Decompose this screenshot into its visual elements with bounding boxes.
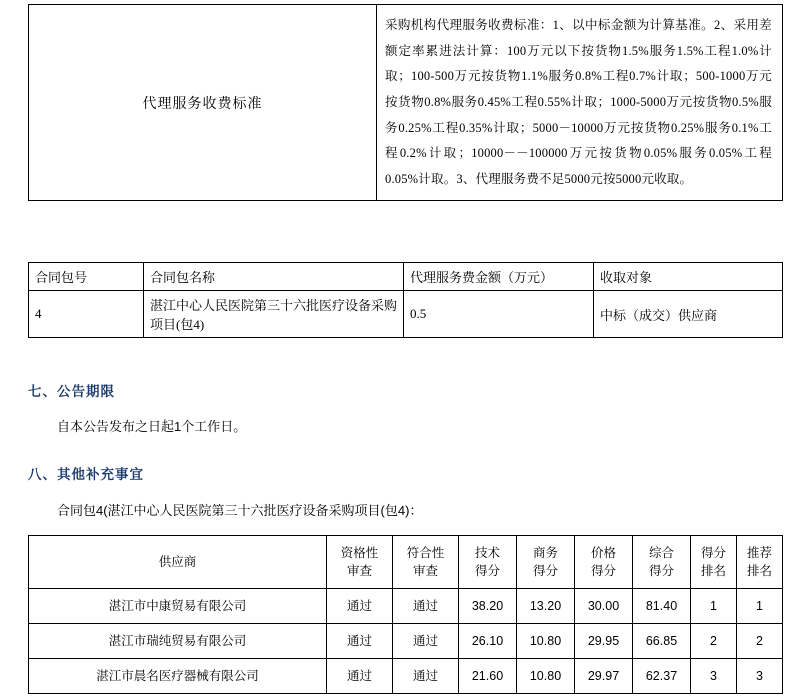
cell-recommend-rank: 1	[737, 589, 783, 624]
agency-fee-detail-table	[28, 262, 783, 338]
cell-qualification: 通过	[327, 589, 393, 624]
section-heading-announcement-period: 七、公告期限	[28, 384, 115, 399]
cell-score-rank: 2	[691, 624, 737, 659]
section-heading-other-matters: 八、其他补充事宜	[28, 467, 144, 482]
col-charge-target: 收取对象	[594, 263, 783, 291]
cell-business: 13.20	[517, 589, 575, 624]
table-row	[29, 624, 783, 659]
col-recommend-rank-line1: 推荐	[746, 545, 772, 560]
cell-business: 10.80	[517, 624, 575, 659]
col-agency-fee-amount: 代理服务费金额（万元）	[404, 263, 594, 291]
cell-business: 10.80	[517, 659, 575, 694]
cell-technical: 26.10	[459, 624, 517, 659]
cell-total: 66.85	[633, 624, 691, 659]
cell-compliance: 通过	[393, 624, 459, 659]
col-compliance-review-line2: 审查	[412, 564, 438, 578]
cell-total: 62.37	[633, 659, 691, 694]
col-score-rank-line2: 排名	[700, 564, 726, 578]
cell-compliance: 通过	[393, 659, 459, 694]
cell-supplier: 湛江市中康贸易有限公司	[29, 589, 327, 624]
cell-technical: 38.20	[459, 589, 517, 624]
table-row	[29, 659, 783, 694]
cell-supplier: 湛江市瑞纯贸易有限公司	[29, 624, 327, 659]
cell-qualification: 通过	[327, 624, 393, 659]
cell-package-name: 湛江中心人民医院第三十六批医疗设备采购项目(包4)	[144, 291, 404, 338]
cell-qualification: 通过	[327, 659, 393, 694]
table-header-row	[29, 263, 783, 291]
cell-package-no: 4	[29, 291, 144, 338]
table-row	[29, 291, 783, 338]
col-recommend-rank-line2: 排名	[746, 564, 772, 578]
cell-score-rank: 1	[691, 589, 737, 624]
cell-price: 29.95	[575, 624, 633, 659]
col-price-score-line2: 得分	[590, 564, 616, 578]
col-price-score	[575, 536, 633, 589]
cell-technical: 21.60	[459, 659, 517, 694]
supplier-score-table	[28, 535, 783, 694]
col-technical-score-line1: 技术	[474, 545, 500, 560]
col-package-no: 合同包号	[29, 263, 144, 291]
fee-standard-text: 采购机构代理服务收费标准：1、以中标金额为计算基准。2、采用差额定率累进法计算：100万元以下按货物1.5%服务1.5%工程1.0%计取；100-500万元按货物1.1%服务0.8%工程0.7%计取；500-1000万元按货物0.8%服务0.45%工程0.55%计取；1000-5000万元按货物0.5%服务0.25%工程0.35%计取；5000－10000万元按货物0.25%服务0.1%工程0.2%计取；10000－－100000万元按货物0.05%服务0.05%工程0.05%计取。3、代理服务费不足5000元按5000元收取。	[377, 5, 783, 201]
col-supplier: 供应商	[29, 536, 327, 589]
col-business-score	[517, 536, 575, 589]
table-row	[29, 589, 783, 624]
col-business-score-line2: 得分	[532, 564, 558, 578]
table-row	[29, 5, 783, 201]
col-business-score-line1: 商务	[532, 545, 558, 560]
col-qualification-review-line2: 审查	[346, 564, 372, 578]
cell-score-rank: 3	[691, 659, 737, 694]
col-compliance-review-line1: 符合性	[406, 545, 445, 560]
cell-supplier: 湛江市晨名医疗器械有限公司	[29, 659, 327, 694]
col-total-score-line1: 综合	[648, 545, 674, 560]
col-technical-score-line2: 得分	[474, 564, 500, 578]
cell-price: 29.97	[575, 659, 633, 694]
cell-charge-target: 中标（成交）供应商	[594, 291, 783, 338]
cell-compliance: 通过	[393, 589, 459, 624]
col-technical-score	[459, 536, 517, 589]
col-score-rank-line1: 得分	[700, 545, 726, 560]
section-text-other-matters: 合同包4(湛江中心人民医院第三十六批医疗设备采购项目(包4)：	[57, 503, 423, 518]
agency-fee-table	[28, 4, 783, 201]
col-qualification-review-line1: 资格性	[340, 545, 379, 560]
col-score-rank	[691, 536, 737, 589]
fee-standard-label: 代理服务收费标准	[29, 5, 377, 201]
cell-recommend-rank: 2	[737, 624, 783, 659]
col-qualification-review	[327, 536, 393, 589]
table-header-row	[29, 536, 783, 589]
col-package-name: 合同包名称	[144, 263, 404, 291]
col-price-score-line1: 价格	[590, 545, 616, 560]
col-compliance-review	[393, 536, 459, 589]
col-recommend-rank	[737, 536, 783, 589]
section-text-announcement-period: 自本公告发布之日起1个工作日。	[57, 419, 247, 434]
col-total-score-line2: 得分	[648, 564, 674, 578]
col-total-score	[633, 536, 691, 589]
cell-agency-fee-amount: 0.5	[404, 291, 594, 338]
cell-total: 81.40	[633, 589, 691, 624]
cell-price: 30.00	[575, 589, 633, 624]
cell-recommend-rank: 3	[737, 659, 783, 694]
